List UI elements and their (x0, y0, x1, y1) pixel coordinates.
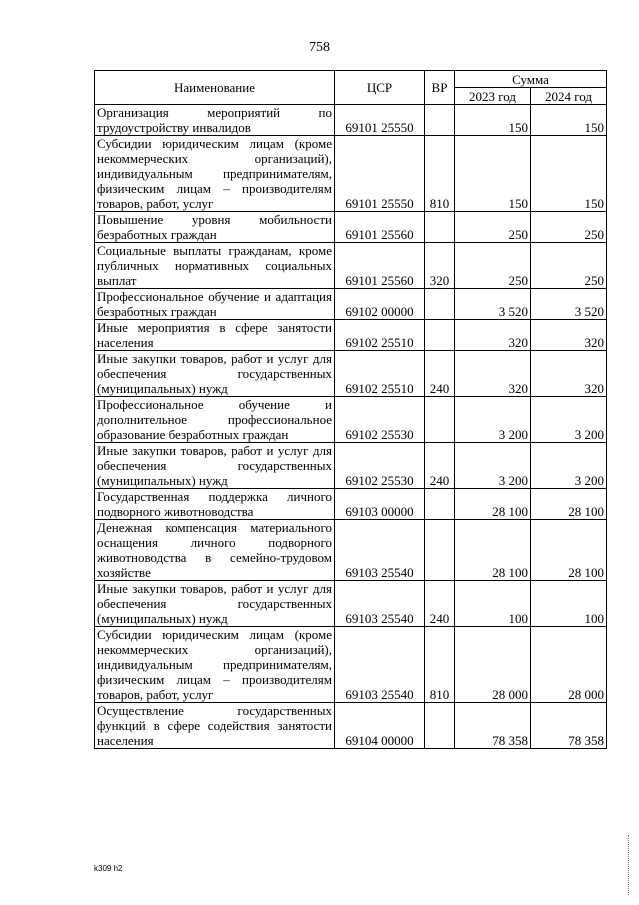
row-name-cell: Профессиональное обучение и дополнительное профессиональное образование безработных граждан (95, 397, 335, 443)
row-vr-cell (425, 397, 455, 443)
row-sum-2023-cell: 150 (455, 136, 531, 212)
row-name-cell: Иные закупки товаров, работ и услуг для обеспечения государственных (муниципальных) нужд (95, 581, 335, 627)
row-name-cell: Социальные выплаты гражданам, кроме публичных нормативных социальных выплат (95, 243, 335, 289)
table-row (95, 397, 607, 443)
table-row (95, 136, 607, 212)
row-sum-2023-cell: 250 (455, 243, 531, 289)
header-name: Наименование (95, 71, 335, 105)
row-vr-cell: 810 (425, 627, 455, 703)
row-sum-2023-cell: 320 (455, 351, 531, 397)
row-sum-2023-cell: 3 200 (455, 443, 531, 489)
row-vr-cell: 240 (425, 443, 455, 489)
row-csr-cell: 69103 25540 (335, 627, 425, 703)
row-sum-2024-cell: 3 200 (531, 397, 607, 443)
row-sum-2024-cell: 250 (531, 243, 607, 289)
row-sum-2023-cell: 320 (455, 320, 531, 351)
table-body (95, 105, 607, 749)
row-sum-2024-cell: 78 358 (531, 703, 607, 749)
row-name-cell: Осуществление государственных функций в сфере содействия занятости населения (95, 703, 335, 749)
table-row (95, 243, 607, 289)
table-row (95, 351, 607, 397)
row-name-cell: Субсидии юридическим лицам (кроме некоммерческих организаций), индивидуальным предпринимателям, физическим лицам – производителям товаров, работ, услуг (95, 136, 335, 212)
row-sum-2024-cell: 28 100 (531, 520, 607, 581)
row-sum-2023-cell: 28 100 (455, 489, 531, 520)
table-row (95, 443, 607, 489)
row-vr-cell (425, 320, 455, 351)
row-sum-2024-cell: 3 520 (531, 289, 607, 320)
row-vr-cell (425, 212, 455, 243)
row-csr-cell: 69103 00000 (335, 489, 425, 520)
row-sum-2024-cell: 28 100 (531, 489, 607, 520)
table-row (95, 105, 607, 136)
row-csr-cell: 69102 25530 (335, 397, 425, 443)
table-row (95, 489, 607, 520)
table-header (95, 71, 607, 105)
budget-table (94, 70, 607, 749)
row-csr-cell: 69103 25540 (335, 520, 425, 581)
row-sum-2024-cell: 150 (531, 105, 607, 136)
row-vr-cell (425, 703, 455, 749)
row-sum-2023-cell: 100 (455, 581, 531, 627)
row-name-cell: Денежная компенсация материального оснащения личного подворного животноводства в семейно-трудовом хозяйстве (95, 520, 335, 581)
footer-code: k309 h2 (94, 864, 123, 873)
row-csr-cell: 69101 25560 (335, 212, 425, 243)
row-sum-2023-cell: 3 200 (455, 397, 531, 443)
row-csr-cell: 69101 25550 (335, 105, 425, 136)
table-row (95, 627, 607, 703)
row-vr-cell: 320 (425, 243, 455, 289)
table-row (95, 581, 607, 627)
row-name-cell: Профессиональное обучение и адаптация безработных граждан (95, 289, 335, 320)
row-name-cell: Иные закупки товаров, работ и услуг для обеспечения государственных (муниципальных) нужд (95, 351, 335, 397)
row-sum-2023-cell: 3 520 (455, 289, 531, 320)
row-csr-cell: 69103 25540 (335, 581, 425, 627)
row-vr-cell (425, 105, 455, 136)
row-vr-cell (425, 489, 455, 520)
row-vr-cell: 240 (425, 581, 455, 627)
row-sum-2024-cell: 320 (531, 320, 607, 351)
row-name-cell: Субсидии юридическим лицам (кроме некоммерческих организаций), индивидуальным предпринимателям, физическим лицам – производителям товаров, работ, услуг (95, 627, 335, 703)
row-csr-cell: 69104 00000 (335, 703, 425, 749)
row-csr-cell: 69102 25530 (335, 443, 425, 489)
header-sum: Сумма (455, 71, 607, 88)
row-sum-2024-cell: 150 (531, 136, 607, 212)
row-vr-cell: 810 (425, 136, 455, 212)
table-row (95, 320, 607, 351)
row-sum-2023-cell: 28 100 (455, 520, 531, 581)
row-sum-2023-cell: 150 (455, 105, 531, 136)
row-name-cell: Государственная поддержка личного подворного животноводства (95, 489, 335, 520)
page-number: 758 (309, 40, 330, 55)
header-year-2023: 2023 год (455, 88, 531, 105)
table-row (95, 520, 607, 581)
header-vr: ВР (425, 71, 455, 105)
row-sum-2024-cell: 3 200 (531, 443, 607, 489)
row-vr-cell (425, 520, 455, 581)
row-csr-cell: 69101 25560 (335, 243, 425, 289)
row-name-cell: Иные мероприятия в сфере занятости населения (95, 320, 335, 351)
row-vr-cell (425, 289, 455, 320)
row-sum-2024-cell: 100 (531, 581, 607, 627)
row-csr-cell: 69102 00000 (335, 289, 425, 320)
table-row (95, 703, 607, 749)
row-csr-cell: 69102 25510 (335, 320, 425, 351)
table-row (95, 212, 607, 243)
row-name-cell: Иные закупки товаров, работ и услуг для обеспечения государственных (муниципальных) нужд (95, 443, 335, 489)
header-csr: ЦСР (335, 71, 425, 105)
table-row (95, 289, 607, 320)
header-year-2024: 2024 год (531, 88, 607, 105)
row-sum-2024-cell: 320 (531, 351, 607, 397)
row-sum-2024-cell: 28 000 (531, 627, 607, 703)
row-sum-2023-cell: 28 000 (455, 627, 531, 703)
row-csr-cell: 69101 25550 (335, 136, 425, 212)
row-sum-2023-cell: 78 358 (455, 703, 531, 749)
row-csr-cell: 69102 25510 (335, 351, 425, 397)
scan-edge-mark (628, 835, 632, 895)
row-name-cell: Повышение уровня мобильности безработных граждан (95, 212, 335, 243)
row-name-cell: Организация мероприятий по трудоустройству инвалидов (95, 105, 335, 136)
row-sum-2024-cell: 250 (531, 212, 607, 243)
row-vr-cell: 240 (425, 351, 455, 397)
row-sum-2023-cell: 250 (455, 212, 531, 243)
